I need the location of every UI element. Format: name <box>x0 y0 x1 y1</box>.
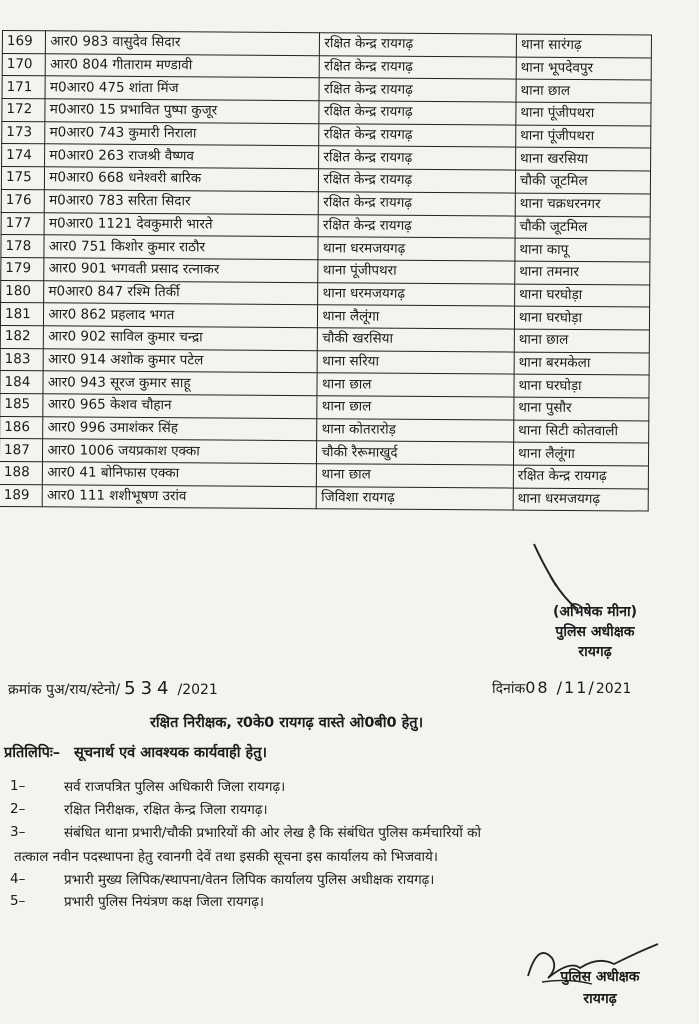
new-posting-cell: थाना भूपदेवपुर <box>516 57 651 81</box>
current-posting-cell: थाना पूंजीपथरा <box>318 260 515 284</box>
copy-item-text-continued: तत्काल नवीन पदस्थापना हेतु रवानगी देवें तथा इसकी सूचना इस कार्यालय को भिजवाये। <box>14 849 438 865</box>
new-posting-cell: थाना सारंगढ़ <box>516 34 651 58</box>
serial-number-cell: 176 <box>1 189 44 212</box>
reference-number: 534 <box>124 678 174 699</box>
current-posting-cell: रक्षित केन्द्र रायगढ़ <box>319 101 516 125</box>
date-year: 2021 <box>595 681 632 697</box>
transfer-roster-table <box>0 30 652 512</box>
new-posting-cell: थाना बरमकेला <box>514 352 649 376</box>
signatory-place: रायगढ़ <box>578 644 612 660</box>
copy-item-number: 3– <box>10 824 26 840</box>
employee-name-cell: आर0 862 प्रहलाद भगत <box>44 303 318 328</box>
new-posting-cell: थाना चक्रधरनगर <box>515 193 650 217</box>
serial-number-cell: 188 <box>0 462 43 485</box>
new-posting-cell: थाना पूंजीपथरा <box>516 102 651 126</box>
current-posting-cell: थाना छाल <box>317 396 514 420</box>
signatory-block <box>520 602 670 662</box>
reference-prefix: क्रमांक पुअ/राय/स्टेनो/ <box>8 682 121 698</box>
current-posting-cell: रक्षित केन्द्र रायगढ़ <box>320 33 517 57</box>
serial-number-cell: 172 <box>2 99 45 122</box>
copy-item-number: 2– <box>10 801 26 817</box>
serial-number-cell: 179 <box>1 257 44 280</box>
serial-number-cell: 170 <box>2 53 45 76</box>
copy-heading <box>4 742 267 762</box>
employee-name-cell: आर0 965 केशव चौहान <box>43 394 317 419</box>
footer-signatory-title: पुलिस अधीक्षक <box>560 969 640 985</box>
serial-number-cell: 185 <box>0 393 43 416</box>
new-posting-cell: चौकी जूटमिल <box>515 170 650 194</box>
copy-item-number: 4– <box>10 871 26 887</box>
current-posting-cell: रक्षित केन्द्र रायगढ़ <box>319 146 516 170</box>
employee-name-cell: आर0 1006 जयप्रकाश एक्का <box>43 439 317 464</box>
current-posting-cell: थाना कोतरारोड़ <box>317 418 514 442</box>
employee-name-cell: आर0 41 बोनिफास एक्का <box>43 462 317 487</box>
employee-name-cell: आर0 914 अशोक कुमार पटेल <box>43 348 317 373</box>
new-posting-cell: थाना छाल <box>514 329 649 353</box>
employee-name-cell: आर0 996 उमाशंकर सिंह <box>43 416 317 441</box>
serial-number-cell: 173 <box>2 121 45 144</box>
current-posting-cell: थाना धरमजयगढ़ <box>318 237 515 261</box>
new-posting-cell: थाना लैलूंगा <box>513 442 648 466</box>
employee-name-cell: म0आर0 847 रश्मि तिर्की <box>44 280 318 305</box>
copy-purpose: सूचनार्थ एवं आवश्यक कार्यवाही हेतु। <box>74 745 268 761</box>
employee-name-cell: म0आर0 475 शांता मिंज <box>45 76 319 101</box>
employee-name-cell: आर0 983 वासुदेव सिदार <box>46 31 320 56</box>
employee-name-cell: आर0 751 किशोर कुमार राठौर <box>44 235 318 260</box>
employee-name-cell: आर0 111 शशीभूषण उरांव <box>42 485 316 510</box>
serial-number-cell: 177 <box>1 212 44 235</box>
serial-number-cell: 178 <box>1 235 44 258</box>
current-posting-cell: जिविशा रायगढ़ <box>317 486 514 510</box>
employee-name-cell: आर0 902 साविल कुमार चन्द्रा <box>44 326 318 351</box>
serial-number-cell: 183 <box>0 348 43 371</box>
new-posting-cell: थाना खरसिया <box>515 148 650 172</box>
new-posting-cell: थाना धरमजयगढ़ <box>513 488 648 512</box>
current-posting-cell: रक्षित केन्द्र रायगढ़ <box>319 214 516 238</box>
footer-signatory-place: रायगढ़ <box>583 991 617 1007</box>
employee-name-cell: म0आर0 1121 देवकुमारी भारते <box>44 212 318 237</box>
serial-number-cell: 182 <box>0 325 43 348</box>
current-posting-cell: चौकी खरसिया <box>318 328 515 352</box>
serial-number-cell: 171 <box>2 76 45 99</box>
copy-item-text: सर्व राजपत्रित पुलिस अधिकारी जिला रायगढ़। <box>64 779 286 795</box>
serial-number-cell: 181 <box>0 303 43 326</box>
current-posting-cell: चौकी रैरूमाखुर्द <box>317 441 514 465</box>
new-posting-cell: चौकी जूटमिल <box>515 216 650 240</box>
employee-name-cell: म0आर0 263 राजश्री वैष्णव <box>45 144 319 169</box>
new-posting-cell: थाना तमनार <box>515 261 650 285</box>
new-posting-cell: थाना कापू <box>515 238 650 262</box>
serial-number-cell: 169 <box>2 31 45 54</box>
new-posting-cell: थाना घरघोड़ा <box>514 306 649 330</box>
serial-number-cell: 175 <box>1 167 44 190</box>
employee-name-cell: म0आर0 15 प्रभावित पुष्पा कुजूर <box>45 99 319 124</box>
serial-number-cell: 189 <box>0 484 43 507</box>
serial-number-cell: 186 <box>0 416 43 439</box>
reference-year: /2021 <box>177 682 218 698</box>
copy-item-text: रक्षित निरीक्षक, रक्षित केन्द्र जिला रायगढ़। <box>64 802 268 818</box>
current-posting-cell: थाना सरिया <box>318 350 515 374</box>
footer-signatory-block <box>525 966 675 1010</box>
date-line <box>492 678 631 698</box>
subject-line: रक्षित निरीक्षक, र0के0 रायगढ़ वास्ते ओ0बी0 हेतु। <box>150 715 424 731</box>
copy-item-text: प्रभारी पुलिस नियंत्रण कक्ष जिला रायगढ़। <box>64 894 264 910</box>
signatory-name: (अभिषेक मीना) <box>552 604 638 620</box>
copy-label: प्रतिलिपिः– <box>4 745 61 761</box>
new-posting-cell: थाना पूंजीपथरा <box>516 125 651 149</box>
employee-name-cell: म0आर0 668 धनेश्वरी बारिक <box>45 167 319 192</box>
new-posting-cell: थाना पुसौर <box>514 397 649 421</box>
employee-name-cell: आर0 901 भगवती प्रसाद रत्नाकर <box>44 258 318 283</box>
new-posting-cell: रक्षित केन्द्र रायगढ़ <box>513 465 648 489</box>
new-posting-cell: थाना छाल <box>516 79 651 103</box>
copy-item-number: 1– <box>10 778 26 794</box>
date-value: 08 /11/ <box>525 678 596 697</box>
current-posting-cell: रक्षित केन्द्र रायगढ़ <box>319 169 516 193</box>
current-posting-cell: रक्षित केन्द्र रायगढ़ <box>319 123 516 147</box>
employee-name-cell: आर0 943 सूरज कुमार साहू <box>43 371 317 396</box>
copy-item-number: 5– <box>10 893 26 909</box>
employee-name-cell: आर0 804 गीताराम मण्डावी <box>46 53 320 78</box>
reference-line <box>8 678 218 699</box>
current-posting-cell: रक्षित केन्द्र रायगढ़ <box>319 192 516 216</box>
current-posting-cell: थाना छाल <box>317 373 514 397</box>
roster-body <box>0 31 651 512</box>
signatory-title: पुलिस अधीक्षक <box>555 624 635 640</box>
roster-row <box>0 484 648 511</box>
new-posting-cell: थाना सिटी कोतवाली <box>514 420 649 444</box>
date-label: दिनांक <box>492 681 526 697</box>
new-posting-cell: थाना घरघोड़ा <box>514 374 649 398</box>
copy-item-text: संबंधित थाना प्रभारी/चौकी प्रभारियों की ओर लेख है कि संबंधित पुलिस कर्मचारियों को <box>64 825 482 841</box>
serial-number-cell: 184 <box>0 371 43 394</box>
serial-number-cell: 180 <box>1 280 44 303</box>
serial-number-cell: 187 <box>0 439 43 462</box>
copy-item-text: प्रभारी मुख्य लिपिक/स्थापना/वेतन लिपिक कार्यालय पुलिस अधीक्षक रायगढ़। <box>64 872 435 888</box>
current-posting-cell: रक्षित केन्द्र रायगढ़ <box>319 78 516 102</box>
employee-name-cell: म0आर0 783 सरिता सिदार <box>45 190 319 215</box>
employee-name-cell: म0आर0 743 कुमारी निराला <box>45 122 319 147</box>
new-posting-cell: थाना घरघोड़ा <box>515 284 650 308</box>
current-posting-cell: रक्षित केन्द्र रायगढ़ <box>320 55 517 79</box>
current-posting-cell: थाना छाल <box>317 464 514 488</box>
serial-number-cell: 174 <box>2 144 45 167</box>
current-posting-cell: थाना धरमजयगढ़ <box>318 282 515 306</box>
current-posting-cell: थाना लैलूंगा <box>318 305 515 329</box>
